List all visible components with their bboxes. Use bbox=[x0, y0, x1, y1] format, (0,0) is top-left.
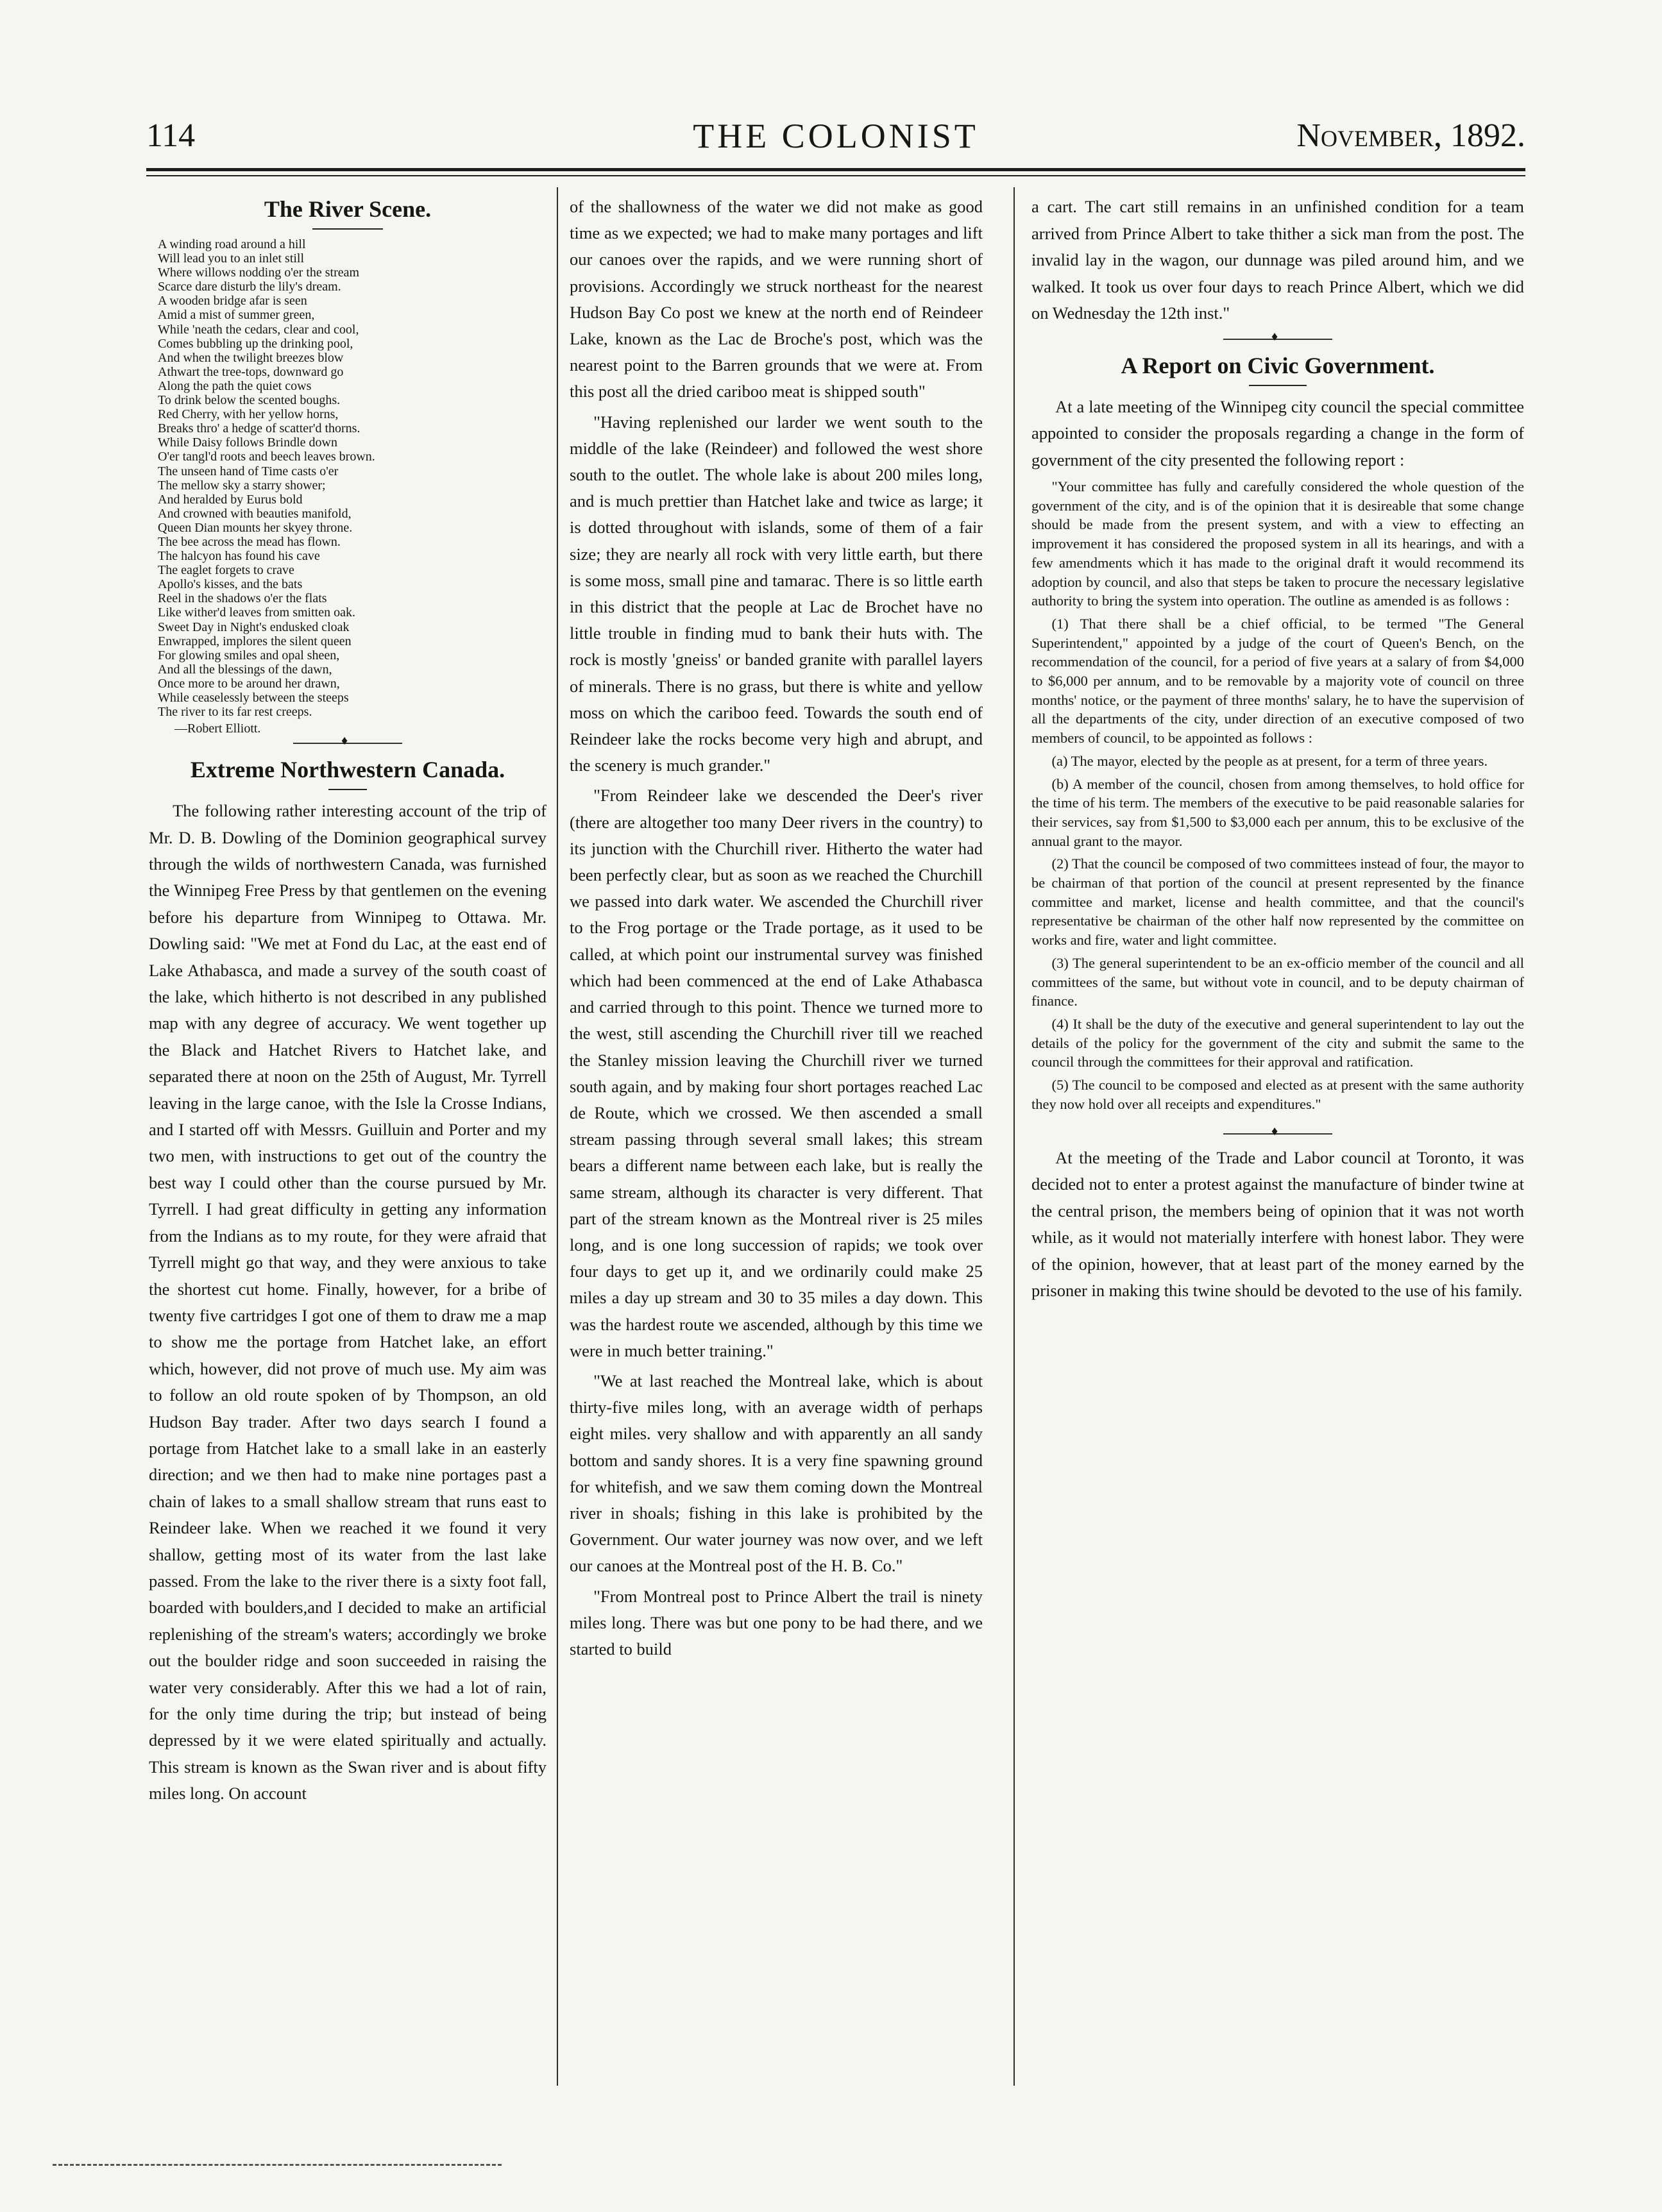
poem-line: To drink below the scented boughs. bbox=[158, 393, 341, 408]
poem-line: While ceaselessly between the steeps bbox=[158, 691, 349, 705]
poem-line: And heralded by Eurus bold bbox=[158, 492, 303, 507]
poem-line: O'er tangl'd roots and beech leaves brown. bbox=[158, 450, 375, 464]
article-title: A Report on Civic Government. bbox=[1121, 352, 1435, 378]
article-paragraph: "Having replenished our larder we went south to the middle of the lake (Reindeer) and followed the west shore south to the outlet. The whole lake is about 200 miles long, and is much prettier than Hatchet lake and twice as large; it is dotted throughout with islands, some of them of a fair size; they are nearly all rock with very little earth, but there is some moss, small pine and tamarac. There is so little earth in this district that the people at Lac de Brochet have no little trouble in finding mud to bank their huts with. The rock is mostly 'gneiss' or banded granite with parallel layers of minerals. There is no grass, but there is white and yellow moss on which the cariboo feed. Towards the south end of Reindeer lake the rocks become very high and abrupt, and the scenery is much grander." bbox=[570, 412, 983, 775]
poem-line: Athwart the tree-tops, downward go bbox=[158, 364, 344, 379]
poem-line: While Daisy follows Brindle down bbox=[158, 435, 337, 450]
article-separator bbox=[1223, 1133, 1332, 1135]
poem-line: For glowing smiles and opal sheen, bbox=[158, 648, 340, 663]
title-separator bbox=[328, 789, 367, 790]
header-rule-thin bbox=[146, 175, 1525, 176]
poem-line: Amid a mist of summer green, bbox=[158, 308, 315, 323]
poem-line: The bee across the mead has flown. bbox=[158, 534, 341, 549]
poem-line: The river to its far rest creeps. bbox=[158, 705, 312, 720]
article-paragraph: "We at last reached the Montreal lake, which is about thirty-five miles long, with an average width of perhaps eight miles. very shallow and with apparently an all sandy bottom and sandy shores. It is a very fine spawning ground for whitefish, and we saw them coming down the Montreal river in shoals; fishing in this lake is prohibited by the Government. Our water journey was now over, and we left our canoes at the Montreal post of the H. B. Co." bbox=[570, 1371, 983, 1576]
article-paragraph: At a late meeting of the Winnipeg city council the special committee appointed to consider the proposals regarding a change in the form of government of the city presented the following report : bbox=[1031, 396, 1524, 469]
article-paragraph: The following rather interesting account of the trip of Mr. D. B. Dowling of the Dominion geographical survey through the wilds of northwestern Canada, was furnished the Winnipeg Free Press by that gentlemen on the evening before his departure from Winnipeg to Ottawa. Mr. Dowling said: "We met at Fond du Lac, at the east end of Lake Athabasca, and made a survey of the south coast of the lake, which hitherto is not described in any published map with any degree of accuracy. We went together up the Black and Hatchet Rivers to Hatchet lake, and separated there at noon on the 25th of August, Mr. Tyrrell leaving in the large canoe, with the Isle la Crosse Indians, and I started off with Messrs. Guilluin and Porter and my two men, with instructions to get out of the country the best way I could other than the course pursued by Mr. Tyrrell. I had great difficulty in getting any information from the Indians as to my route, for they were afraid that Tyrrell might go that way, and they were anxious to take the shortest cut home. Finally, however, for a bribe of twenty five cartridges I got one of them to draw me a map to show me the portage from Hatchet lake, an effort which, however, did not prove of much use. My aim was to follow an old route spoken of by Thompson, an old Hudson Bay trader. After two days search I found a portage from Hatchet lake to a small lake in an easterly direction; and we then had to make nine portages past a chain of lakes to a small shallow stream that runs east to Reindeer lake. When we reached it we found it very shallow, getting most of its water from the last lake passed. From the lake to the river there is a sixty foot fall, boarded with boulders,and I decided to make an artificial replenishing of the stream's waters; accordingly we broke out the boulder ridge and soon succeeded in raising the water very considerably. After this we had a lot of rain, for the only time during the trip; but instead of being depressed by it we were elated spiritually and actually. This stream is known as the Swan river and is about fifty miles long. On account bbox=[149, 801, 547, 1803]
poem-line: The halcyon has found his cave bbox=[158, 549, 320, 564]
publication-title: THE COLONIST bbox=[693, 117, 979, 155]
poem-line: Breaks thro' a hedge of scatter'd thorns. bbox=[158, 421, 360, 436]
issue-date: November, 1892. bbox=[1296, 117, 1525, 154]
poem-line: Once more to be around her drawn, bbox=[158, 676, 340, 691]
poem-line: Comes bubbling up the drinking pool, bbox=[158, 336, 353, 351]
article-separator bbox=[1223, 339, 1332, 340]
poem-title: The River Scene. bbox=[264, 196, 432, 222]
poem-line: A wooden bridge afar is seen bbox=[158, 294, 307, 308]
poem-line: Red Cherry, with her yellow horns, bbox=[158, 407, 339, 422]
poem-line: Enwrapped, implores the silent queen bbox=[158, 634, 352, 648]
report-paragraph: (2) That the council be composed of two committees instead of four, the mayor to be chairman of that portion of the council at present represented by the finance committee and market, license and health committee, and that the council's representative be chairman of the other half now represented by the committee on works and fire, water and light committee. bbox=[1031, 856, 1524, 949]
report-paragraph: (4) It shall be the duty of the executive and general superintendent to lay out the details of the policy for the government of the city and submit the same to the council through the committees for their approval and ratification. bbox=[1031, 1015, 1524, 1070]
column-divider-2 bbox=[1013, 187, 1015, 2086]
report-paragraph: (1) That there shall be a chief official, to be termed "The General Superintendent," appointed by a judge of the court of Queen's Bench, on the recommendation of the council, for a period of five years at a salary of from $4,000 to $6,000 per annum, and to be removable by a majority vote of council on three months' notice, or the payment of three months' salary, he to have the supervision of all the departments of the city, under direction of an executive composed of two members of council, to be appointed as follows : bbox=[1031, 615, 1524, 747]
poem-line: The unseen hand of Time casts o'er bbox=[158, 464, 339, 478]
report-paragraph: (5) The council to be composed and elected as at present with the same authority they now hold over all receipts and expenditures." bbox=[1031, 1077, 1524, 1112]
poem-line: And when the twilight breezes blow bbox=[158, 350, 344, 365]
poem-line: Scarce dare disturb the lily's dream. bbox=[158, 280, 341, 294]
poem-line: The eaglet forgets to crave bbox=[158, 563, 294, 578]
poem-line: Like wither'd leaves from smitten oak. bbox=[158, 605, 355, 620]
poem-line: Along the path the quiet cows bbox=[158, 378, 312, 393]
column-1 bbox=[149, 194, 547, 1811]
report-paragraph: (a) The mayor, elected by the people as at present, for a term of three years. bbox=[1051, 752, 1488, 769]
article-paragraph: At the meeting of the Trade and Labor council at Toronto, it was decided not to enter a protest against the manufacture of binder twine at the central prison, the members being of opinion that it was not worth while, as it would not materially interfere with honest labor. They were of the opinion, however, that at least part of the money earned by the prisoner in making this twine should be devoted to the use of his family. bbox=[1031, 1147, 1524, 1300]
report-paragraph: (b) A member of the council, chosen from among themselves, to hold office for the time of his term. The members of the executive to be paid reasonable salaries for their services, say from $1,500 to $3,000 each per annum, this to be exclusive of the annual grant to the mayor. bbox=[1031, 775, 1524, 849]
poem-line: The mellow sky a starry shower; bbox=[158, 478, 326, 493]
article-paragraph: "From Reindeer lake we descended the Deer's river (there are altogether too many Deer rivers in the country) to its junction with the Churchill river. Hitherto the water had been perfectly clear, but as soon as we reached the Churchill we passed into dark water. We ascended the Churchill river to the Frog portage or the Trade portage, as it used to be called, at which point our instrumental survey was finished which had been commenced at the end of Lake Athabasca and carried through to this point. Thence we turned more to the west, still ascending the Churchill river till we reached the Stanley mission leaving the Churchill river we turned south again, and by making four short portages reached Lac de Route, which we crossed. We then ascended a small stream passing through several small lakes; this stream bears a different name between each lake, but is really the same stream, although its character is very different. That part of the stream known as the Montreal river is 25 miles long, and is one long succession of rapids; we took over four days to get up it, and we ordinarily could make 25 miles a day up stream and 30 to 35 miles a day down. This was the hardest route we ascended, although by this time we were in much better training." bbox=[570, 786, 983, 1360]
column-divider-1 bbox=[557, 187, 558, 2086]
article-separator bbox=[293, 743, 402, 744]
poem-line: Reel in the shadows o'er the flats bbox=[158, 591, 327, 606]
poem-line: And all the blessings of the dawn, bbox=[158, 662, 332, 677]
header-rule-thick bbox=[146, 168, 1525, 171]
poem-line: Sweet Day in Night's endusked cloak bbox=[158, 620, 350, 634]
poem-line: While 'neath the cedars, clear and cool, bbox=[158, 322, 359, 337]
report-paragraph: "Your committee has fully and carefully considered the whole question of the government of the city, and is of the opinion that it is desireable that some change should be made from the present system, and with a view to effecting an improvement it has considered the proposed system in all its hearings, and with a few amendments which it has made to the original draft it would recommend its adoption by council, and also that steps be taken to procure the necessary legislative authority to bring the system into operation. The outline as amended is as follows : bbox=[1031, 478, 1524, 609]
page-header bbox=[146, 110, 1525, 162]
title-separator bbox=[312, 228, 383, 230]
poem-line: Queen Dian mounts her skyey throne. bbox=[158, 520, 353, 535]
poem-body bbox=[158, 237, 547, 719]
page-number: 114 bbox=[146, 117, 196, 154]
poem-line: Apollo's kisses, and the bats bbox=[158, 577, 303, 592]
poem-line: And crowned with beauties manifold, bbox=[158, 506, 352, 521]
column-3 bbox=[1031, 194, 1524, 1308]
poem-line: Will lead you to an inlet still bbox=[158, 251, 305, 266]
report-paragraph: (3) The general superintendent to be an ex-officio member of the council and all committees of the same, but without vote in council, and to be deputy chairman of finance. bbox=[1031, 954, 1524, 1009]
article-title: Extreme Northwestern Canada. bbox=[190, 757, 505, 783]
poem-line: Where willows nodding o'er the stream bbox=[158, 266, 360, 280]
title-separator bbox=[1249, 385, 1307, 386]
page-edge-marks bbox=[53, 2155, 502, 2166]
poem-line: A winding road around a hill bbox=[158, 237, 306, 251]
column-2 bbox=[570, 194, 983, 1666]
poem-author: —Robert Elliott. bbox=[174, 722, 261, 736]
article-paragraph: a cart. The cart still remains in an unfinished condition for a team arrived from Prince Albert to take thither a sick man from the post. The invalid lay in the wagon, our dunnage was piled around him, and we walked. It took us over four days to reach Prince Albert, which we did on Wednesday the 12th inst." bbox=[1031, 197, 1524, 323]
article-paragraph: of the shallowness of the water we did not make as good time as we expected; we had to make many portages and lift our canoes over the rapids, and we were running short of provisions. Accordingly we struck northeast for the nearest Hudson Bay Co post we knew at the north end of Reindeer Lake, known as the Lac de Broche's post, which was the nearest point to the Barren grounds that we were at. From this post all the dried cariboo meat is shipped south" bbox=[570, 197, 983, 401]
article-paragraph: "From Montreal post to Prince Albert the trail is ninety miles long. There was but one pony to be had there, and we started to build bbox=[570, 1586, 983, 1659]
